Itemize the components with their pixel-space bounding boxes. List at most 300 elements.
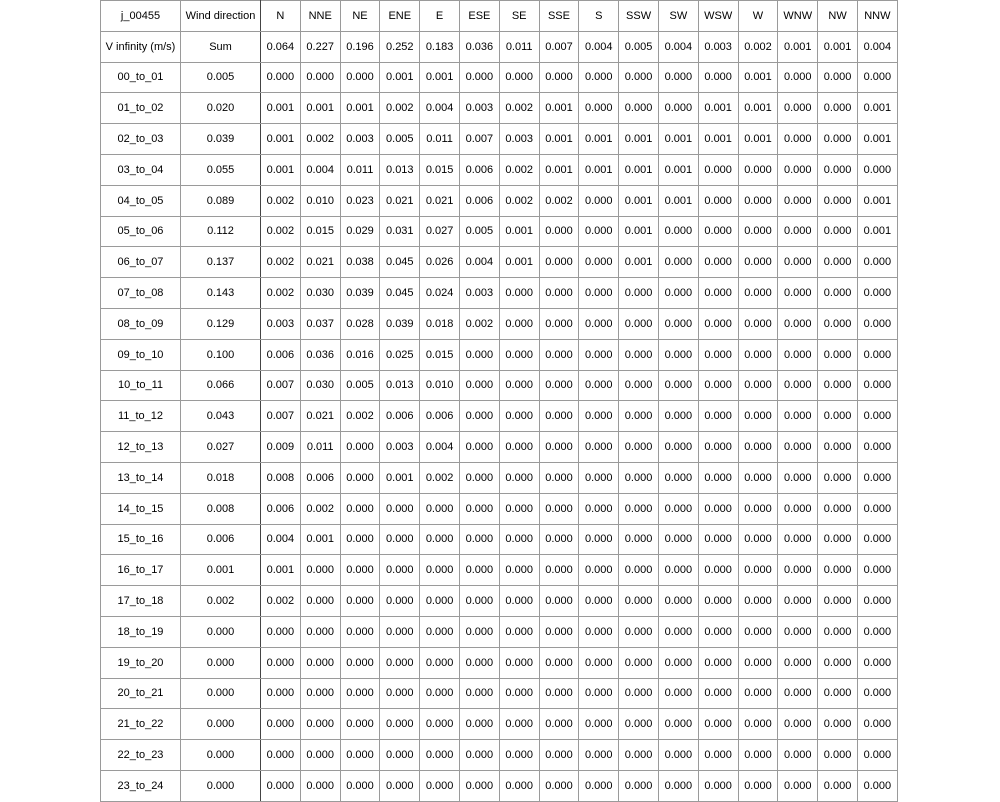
- frequency-cell: 0.000: [539, 770, 579, 801]
- direction-header-wnw: WNW: [778, 1, 818, 32]
- speed-bin-label: 06_to_07: [101, 247, 181, 278]
- frequency-cell: 0.000: [340, 493, 380, 524]
- frequency-cell: 0.021: [420, 185, 460, 216]
- frequency-cell: 0.000: [658, 740, 698, 771]
- frequency-cell: 0.000: [738, 432, 778, 463]
- frequency-cell: 0.001: [499, 216, 539, 247]
- frequency-cell: 0.000: [459, 586, 499, 617]
- frequency-cell: 0.000: [420, 709, 460, 740]
- frequency-cell: 0.000: [698, 370, 738, 401]
- frequency-cell: 0.000: [778, 370, 818, 401]
- frequency-cell: 0.001: [380, 62, 420, 93]
- direction-header-w: W: [738, 1, 778, 32]
- frequency-cell: 0.000: [579, 709, 619, 740]
- frequency-cell: 0.000: [539, 432, 579, 463]
- frequency-cell: 0.000: [738, 278, 778, 309]
- frequency-cell: 0.000: [380, 740, 420, 771]
- frequency-cell: 0.000: [340, 678, 380, 709]
- frequency-cell: 0.000: [459, 493, 499, 524]
- frequency-cell: 0.000: [698, 278, 738, 309]
- frequency-cell: 0.000: [818, 278, 858, 309]
- frequency-cell: 0.000: [499, 308, 539, 339]
- frequency-cell: 0.000: [459, 678, 499, 709]
- table-row: [101, 647, 898, 678]
- frequency-cell: 0.001: [261, 555, 301, 586]
- table-row: [101, 370, 898, 401]
- direction-header-sw: SW: [658, 1, 698, 32]
- frequency-cell: 0.029: [340, 216, 380, 247]
- frequency-cell: 0.000: [340, 524, 380, 555]
- frequency-cell: 0.002: [459, 308, 499, 339]
- frequency-cell: 0.000: [818, 185, 858, 216]
- frequency-cell: 0.000: [579, 62, 619, 93]
- frequency-cell: 0.016: [340, 339, 380, 370]
- frequency-cell: 0.000: [698, 154, 738, 185]
- frequency-cell: 0.000: [619, 278, 659, 309]
- frequency-cell: 0.000: [818, 154, 858, 185]
- frequency-cell: 0.000: [698, 740, 738, 771]
- frequency-cell: 0.000: [261, 647, 301, 678]
- frequency-cell: 0.000: [619, 401, 659, 432]
- frequency-cell: 0.000: [420, 770, 460, 801]
- frequency-cell: 0.000: [579, 555, 619, 586]
- frequency-cell: 0.013: [380, 154, 420, 185]
- frequency-cell: 0.021: [300, 401, 340, 432]
- frequency-cell: 0.000: [539, 647, 579, 678]
- frequency-cell: 0.001: [579, 124, 619, 155]
- frequency-cell: 0.000: [459, 462, 499, 493]
- frequency-cell: 0.000: [738, 647, 778, 678]
- row-sum-cell: 0.000: [181, 616, 261, 647]
- frequency-cell: 0.001: [619, 185, 659, 216]
- frequency-cell: 0.000: [579, 247, 619, 278]
- frequency-cell: 0.000: [499, 278, 539, 309]
- frequency-cell: 0.003: [459, 278, 499, 309]
- direction-sum-ese: 0.036: [459, 31, 499, 62]
- table-row: [101, 740, 898, 771]
- frequency-cell: 0.000: [857, 740, 897, 771]
- direction-sum-sse: 0.007: [539, 31, 579, 62]
- frequency-cell: 0.000: [738, 308, 778, 339]
- speed-header: V infinity (m/s): [101, 31, 181, 62]
- frequency-cell: 0.000: [738, 740, 778, 771]
- frequency-cell: 0.000: [658, 770, 698, 801]
- frequency-cell: 0.000: [818, 678, 858, 709]
- frequency-cell: 0.000: [579, 308, 619, 339]
- frequency-cell: 0.000: [300, 709, 340, 740]
- speed-bin-label: 10_to_11: [101, 370, 181, 401]
- frequency-cell: 0.000: [658, 93, 698, 124]
- direction-sum-ne: 0.196: [340, 31, 380, 62]
- direction-sum-se: 0.011: [499, 31, 539, 62]
- frequency-cell: 0.000: [380, 770, 420, 801]
- frequency-cell: 0.000: [340, 462, 380, 493]
- direction-sum-wsw: 0.003: [698, 31, 738, 62]
- frequency-cell: 0.000: [857, 278, 897, 309]
- frequency-cell: 0.000: [300, 647, 340, 678]
- frequency-cell: 0.001: [300, 93, 340, 124]
- frequency-cell: 0.006: [420, 401, 460, 432]
- table-row: [101, 62, 898, 93]
- frequency-cell: 0.011: [300, 432, 340, 463]
- frequency-cell: 0.009: [261, 432, 301, 463]
- frequency-cell: 0.000: [778, 740, 818, 771]
- frequency-cell: 0.000: [619, 432, 659, 463]
- frequency-cell: 0.001: [619, 124, 659, 155]
- frequency-cell: 0.000: [818, 647, 858, 678]
- frequency-cell: 0.000: [300, 62, 340, 93]
- frequency-cell: 0.000: [619, 555, 659, 586]
- frequency-cell: 0.000: [658, 401, 698, 432]
- sum-header: Sum: [181, 31, 261, 62]
- frequency-cell: 0.000: [619, 524, 659, 555]
- frequency-cell: 0.002: [300, 493, 340, 524]
- frequency-cell: 0.000: [619, 678, 659, 709]
- row-sum-cell: 0.006: [181, 524, 261, 555]
- frequency-cell: 0.000: [738, 462, 778, 493]
- frequency-cell: 0.000: [539, 462, 579, 493]
- frequency-cell: 0.001: [619, 247, 659, 278]
- table-row: [101, 586, 898, 617]
- direction-header-ne: NE: [340, 1, 380, 32]
- frequency-cell: 0.000: [818, 432, 858, 463]
- frequency-cell: 0.000: [778, 678, 818, 709]
- frequency-cell: 0.021: [380, 185, 420, 216]
- frequency-cell: 0.007: [261, 370, 301, 401]
- frequency-cell: 0.000: [698, 493, 738, 524]
- frequency-cell: 0.000: [459, 740, 499, 771]
- speed-bin-label: 08_to_09: [101, 308, 181, 339]
- frequency-cell: 0.000: [380, 678, 420, 709]
- frequency-cell: 0.000: [698, 216, 738, 247]
- frequency-cell: 0.000: [658, 339, 698, 370]
- frequency-cell: 0.001: [420, 62, 460, 93]
- frequency-cell: 0.000: [499, 586, 539, 617]
- frequency-cell: 0.001: [499, 247, 539, 278]
- frequency-cell: 0.000: [778, 709, 818, 740]
- frequency-cell: 0.000: [778, 185, 818, 216]
- frequency-cell: 0.000: [857, 770, 897, 801]
- direction-sum-ene: 0.252: [380, 31, 420, 62]
- speed-bin-label: 18_to_19: [101, 616, 181, 647]
- frequency-cell: 0.000: [857, 308, 897, 339]
- row-sum-cell: 0.000: [181, 770, 261, 801]
- frequency-cell: 0.004: [300, 154, 340, 185]
- frequency-cell: 0.000: [857, 432, 897, 463]
- frequency-cell: 0.000: [579, 678, 619, 709]
- table-row: [101, 185, 898, 216]
- frequency-cell: 0.000: [300, 586, 340, 617]
- frequency-cell: 0.001: [261, 154, 301, 185]
- frequency-cell: 0.000: [619, 370, 659, 401]
- frequency-cell: 0.000: [698, 401, 738, 432]
- wind-frequency-table-container: [100, 0, 897, 802]
- table-row: [101, 524, 898, 555]
- frequency-cell: 0.000: [698, 647, 738, 678]
- frequency-cell: 0.001: [619, 216, 659, 247]
- direction-header-e: E: [420, 1, 460, 32]
- frequency-cell: 0.000: [459, 370, 499, 401]
- frequency-cell: 0.001: [619, 154, 659, 185]
- frequency-cell: 0.003: [340, 124, 380, 155]
- frequency-cell: 0.000: [619, 709, 659, 740]
- frequency-cell: 0.025: [380, 339, 420, 370]
- direction-sum-s: 0.004: [579, 31, 619, 62]
- row-sum-cell: 0.000: [181, 740, 261, 771]
- frequency-cell: 0.000: [698, 555, 738, 586]
- frequency-cell: 0.000: [459, 647, 499, 678]
- frequency-cell: 0.001: [857, 124, 897, 155]
- row-sum-cell: 0.001: [181, 555, 261, 586]
- frequency-cell: 0.001: [539, 124, 579, 155]
- frequency-cell: 0.000: [340, 647, 380, 678]
- frequency-cell: 0.000: [738, 678, 778, 709]
- table-row: [101, 432, 898, 463]
- frequency-cell: 0.001: [539, 154, 579, 185]
- frequency-cell: 0.000: [738, 401, 778, 432]
- frequency-cell: 0.013: [380, 370, 420, 401]
- frequency-cell: 0.000: [420, 586, 460, 617]
- frequency-cell: 0.000: [818, 586, 858, 617]
- frequency-cell: 0.028: [340, 308, 380, 339]
- frequency-cell: 0.000: [698, 770, 738, 801]
- frequency-cell: 0.000: [698, 524, 738, 555]
- frequency-cell: 0.000: [778, 647, 818, 678]
- row-sum-cell: 0.008: [181, 493, 261, 524]
- table-row: [101, 308, 898, 339]
- frequency-cell: 0.001: [340, 93, 380, 124]
- frequency-cell: 0.000: [658, 432, 698, 463]
- table-row: [101, 678, 898, 709]
- frequency-cell: 0.000: [499, 339, 539, 370]
- frequency-cell: 0.002: [499, 185, 539, 216]
- frequency-cell: 0.000: [499, 370, 539, 401]
- frequency-cell: 0.000: [658, 524, 698, 555]
- frequency-cell: 0.000: [459, 401, 499, 432]
- row-sum-cell: 0.066: [181, 370, 261, 401]
- direction-header-s: S: [579, 1, 619, 32]
- direction-sum-n: 0.064: [261, 31, 301, 62]
- frequency-cell: 0.015: [420, 339, 460, 370]
- speed-bin-label: 20_to_21: [101, 678, 181, 709]
- frequency-cell: 0.000: [420, 616, 460, 647]
- direction-sum-sw: 0.004: [658, 31, 698, 62]
- row-sum-cell: 0.129: [181, 308, 261, 339]
- speed-bin-label: 23_to_24: [101, 770, 181, 801]
- direction-header-wsw: WSW: [698, 1, 738, 32]
- frequency-cell: 0.000: [738, 555, 778, 586]
- frequency-cell: 0.038: [340, 247, 380, 278]
- frequency-cell: 0.000: [380, 493, 420, 524]
- frequency-cell: 0.000: [738, 247, 778, 278]
- frequency-cell: 0.000: [698, 62, 738, 93]
- frequency-cell: 0.015: [300, 216, 340, 247]
- frequency-cell: 0.000: [539, 62, 579, 93]
- frequency-cell: 0.000: [658, 216, 698, 247]
- frequency-cell: 0.010: [300, 185, 340, 216]
- frequency-cell: 0.000: [499, 616, 539, 647]
- frequency-cell: 0.000: [459, 524, 499, 555]
- speed-bin-label: 04_to_05: [101, 185, 181, 216]
- frequency-cell: 0.000: [619, 770, 659, 801]
- frequency-cell: 0.000: [857, 493, 897, 524]
- frequency-cell: 0.045: [380, 247, 420, 278]
- frequency-cell: 0.002: [261, 185, 301, 216]
- table-row: [101, 616, 898, 647]
- frequency-cell: 0.000: [619, 647, 659, 678]
- frequency-cell: 0.000: [619, 462, 659, 493]
- frequency-cell: 0.001: [738, 124, 778, 155]
- frequency-cell: 0.000: [499, 709, 539, 740]
- speed-bin-label: 13_to_14: [101, 462, 181, 493]
- frequency-cell: 0.000: [499, 432, 539, 463]
- table-row: [101, 247, 898, 278]
- direction-sum-nne: 0.227: [300, 31, 340, 62]
- row-sum-cell: 0.020: [181, 93, 261, 124]
- frequency-cell: 0.000: [579, 616, 619, 647]
- frequency-cell: 0.000: [658, 709, 698, 740]
- frequency-cell: 0.000: [658, 308, 698, 339]
- frequency-cell: 0.000: [698, 586, 738, 617]
- frequency-cell: 0.002: [261, 278, 301, 309]
- frequency-cell: 0.000: [857, 401, 897, 432]
- frequency-cell: 0.000: [658, 370, 698, 401]
- frequency-cell: 0.000: [778, 62, 818, 93]
- frequency-cell: 0.000: [857, 678, 897, 709]
- frequency-cell: 0.000: [499, 678, 539, 709]
- frequency-cell: 0.000: [459, 616, 499, 647]
- frequency-cell: 0.000: [698, 616, 738, 647]
- speed-bin-label: 22_to_23: [101, 740, 181, 771]
- frequency-cell: 0.000: [778, 462, 818, 493]
- frequency-cell: 0.000: [818, 216, 858, 247]
- frequency-cell: 0.000: [778, 586, 818, 617]
- speed-bin-label: 09_to_10: [101, 339, 181, 370]
- frequency-cell: 0.000: [778, 93, 818, 124]
- frequency-cell: 0.000: [658, 278, 698, 309]
- frequency-cell: 0.000: [778, 124, 818, 155]
- frequency-cell: 0.000: [619, 308, 659, 339]
- frequency-cell: 0.000: [738, 616, 778, 647]
- direction-header-sse: SSE: [539, 1, 579, 32]
- frequency-cell: 0.000: [579, 278, 619, 309]
- direction-sum-nnw: 0.004: [857, 31, 897, 62]
- frequency-cell: 0.000: [420, 524, 460, 555]
- frequency-cell: 0.036: [300, 339, 340, 370]
- table-row: [101, 462, 898, 493]
- frequency-cell: 0.000: [818, 124, 858, 155]
- row-sum-cell: 0.018: [181, 462, 261, 493]
- frequency-cell: 0.000: [539, 339, 579, 370]
- frequency-cell: 0.002: [261, 247, 301, 278]
- frequency-cell: 0.024: [420, 278, 460, 309]
- frequency-cell: 0.000: [778, 308, 818, 339]
- frequency-cell: 0.000: [818, 493, 858, 524]
- frequency-cell: 0.000: [579, 740, 619, 771]
- header-row-sums: [101, 31, 898, 62]
- frequency-cell: 0.001: [300, 524, 340, 555]
- table-row: [101, 124, 898, 155]
- frequency-cell: 0.001: [857, 93, 897, 124]
- frequency-cell: 0.000: [619, 616, 659, 647]
- frequency-cell: 0.030: [300, 278, 340, 309]
- speed-bin-label: 15_to_16: [101, 524, 181, 555]
- row-sum-cell: 0.137: [181, 247, 261, 278]
- frequency-cell: 0.000: [499, 647, 539, 678]
- frequency-cell: 0.000: [300, 678, 340, 709]
- row-sum-cell: 0.000: [181, 678, 261, 709]
- frequency-cell: 0.000: [857, 586, 897, 617]
- frequency-cell: 0.000: [658, 586, 698, 617]
- speed-bin-label: 14_to_15: [101, 493, 181, 524]
- frequency-cell: 0.000: [818, 370, 858, 401]
- frequency-cell: 0.002: [499, 93, 539, 124]
- frequency-cell: 0.000: [539, 616, 579, 647]
- frequency-cell: 0.000: [539, 709, 579, 740]
- frequency-cell: 0.000: [738, 586, 778, 617]
- speed-bin-label: 12_to_13: [101, 432, 181, 463]
- table-row: [101, 770, 898, 801]
- frequency-cell: 0.000: [698, 308, 738, 339]
- frequency-cell: 0.005: [340, 370, 380, 401]
- wind-frequency-table: [100, 0, 898, 802]
- frequency-cell: 0.002: [340, 401, 380, 432]
- frequency-cell: 0.000: [857, 524, 897, 555]
- frequency-cell: 0.023: [340, 185, 380, 216]
- frequency-cell: 0.000: [857, 339, 897, 370]
- frequency-cell: 0.000: [738, 154, 778, 185]
- frequency-cell: 0.000: [340, 740, 380, 771]
- frequency-cell: 0.001: [261, 93, 301, 124]
- frequency-cell: 0.000: [499, 401, 539, 432]
- speed-bin-label: 16_to_17: [101, 555, 181, 586]
- frequency-cell: 0.007: [261, 401, 301, 432]
- row-sum-cell: 0.089: [181, 185, 261, 216]
- frequency-cell: 0.006: [261, 339, 301, 370]
- frequency-cell: 0.000: [579, 401, 619, 432]
- frequency-cell: 0.000: [698, 339, 738, 370]
- frequency-cell: 0.000: [499, 493, 539, 524]
- frequency-cell: 0.000: [340, 62, 380, 93]
- frequency-cell: 0.000: [818, 740, 858, 771]
- frequency-cell: 0.000: [738, 493, 778, 524]
- direction-header-ene: ENE: [380, 1, 420, 32]
- frequency-cell: 0.000: [340, 709, 380, 740]
- frequency-cell: 0.000: [300, 740, 340, 771]
- frequency-cell: 0.000: [857, 247, 897, 278]
- frequency-cell: 0.027: [420, 216, 460, 247]
- frequency-cell: 0.000: [778, 432, 818, 463]
- frequency-cell: 0.001: [698, 93, 738, 124]
- header-row-directions: [101, 1, 898, 32]
- frequency-cell: 0.000: [261, 709, 301, 740]
- frequency-cell: 0.021: [300, 247, 340, 278]
- frequency-cell: 0.001: [539, 93, 579, 124]
- frequency-cell: 0.000: [499, 740, 539, 771]
- frequency-cell: 0.000: [857, 647, 897, 678]
- direction-sum-nw: 0.001: [818, 31, 858, 62]
- row-sum-cell: 0.039: [181, 124, 261, 155]
- wind-direction-header: Wind direction: [181, 1, 261, 32]
- frequency-cell: 0.000: [579, 493, 619, 524]
- frequency-cell: 0.000: [579, 586, 619, 617]
- frequency-cell: 0.000: [499, 524, 539, 555]
- speed-bin-label: 17_to_18: [101, 586, 181, 617]
- frequency-cell: 0.000: [579, 770, 619, 801]
- frequency-cell: 0.030: [300, 370, 340, 401]
- frequency-cell: 0.000: [619, 493, 659, 524]
- frequency-cell: 0.000: [818, 247, 858, 278]
